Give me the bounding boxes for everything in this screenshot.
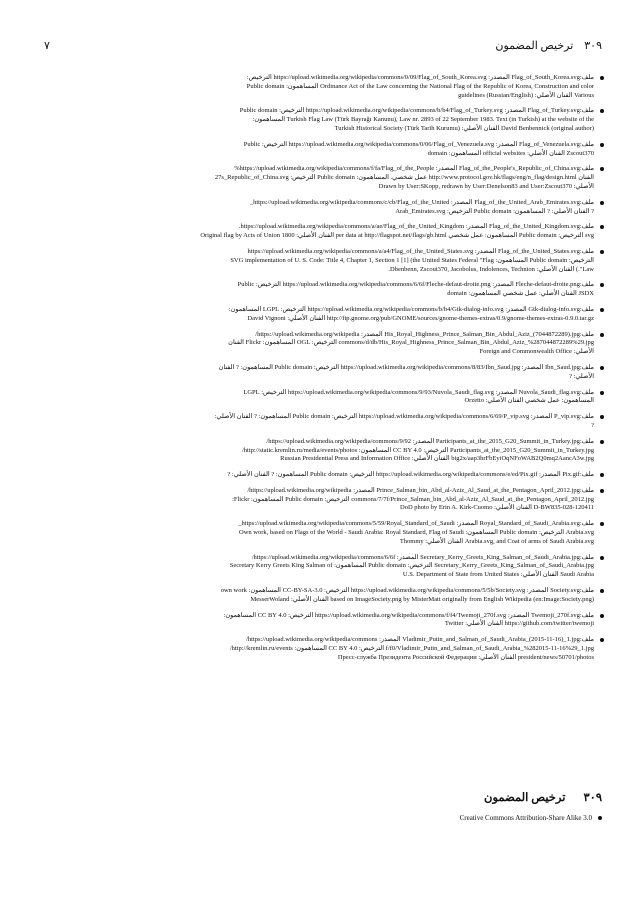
entry-line1: ملف:Ibn_Saud.jpg المصدر: https://upload.wikimedia.org/wikipedia/commons/8/83/Ibn_Saud.jpg الترخيص: Public domain المساهمون: ? الفنان: [218, 363, 594, 371]
entry-line1: ملف:Vladimir_Putin_and_Salman_of_Saudi_Arabia_(2015-11-16)_1.jpg المصدر: https://upload.wikimedia.org/wikipedia/commons/: [246, 636, 594, 644]
entry-line1: ملف:Royal_Standard_of_Saudi_Arabia.svg المصدر: https://upload.wikimedia.org/wikipedia/commons/5/59/Royal_Standard_of_Saudi_: [238, 520, 594, 528]
attribution-entry: [36, 413, 604, 431]
section-heading: [466, 790, 602, 804]
attribution-list: [36, 74, 604, 670]
entry-line1: ملف:Fleche-defaut-droite.png المصدر: https://upload.wikimedia.org/wikipedia/commons/6/6f/Fleche-defaut-droite.png الترخيص: Public: [237, 281, 594, 289]
running-header: [495, 39, 602, 52]
bullet-icon: [600, 473, 604, 477]
entry-line3: Law".) الفنان الأصلي: Dbenbenn, Zscout370, Jacobolus, Indolences, Technion.: [388, 265, 594, 273]
attribution-entry: [36, 74, 604, 100]
section-title: ترخيص المضمون: [484, 792, 566, 804]
attribution-entry: [36, 199, 604, 217]
attribution-entry: [36, 141, 604, 159]
entry-line2: https://github.com/twitter/twemoji الفنان الأصلي: Twitter: [444, 620, 594, 628]
bullet-icon: [600, 333, 604, 337]
entry-line2: Turkish Flag Law (Türk Bayrağı Kanunu), Law nr. 2893 of 22 September 1983. Text (in Turkish) at the website of the المساهمون:: [252, 116, 594, 124]
entry-line1: ملف:Twemoji_270f.svg المصدر: https://upload.wikimedia.org/wikipedia/commons/f/f4/Twemoji_270f.svg الترخيص: CC BY 4.0 المساهمون:: [223, 611, 594, 619]
entry-line1: ملف:Society.svg المصدر: https://upload.wikimedia.org/wikipedia/commons/5/5b/Society.svg الترخيص: CC-BY-SA-3.0 المساهمون: own work: [220, 587, 594, 595]
entry-line2: Ordinance Act of the Law concerning the National Flag of the Republic of Korea, Construction and color المساهمون: Public domain: [246, 82, 594, 90]
entry-line3: big2x/aap3hrFbEyiOqNFoWAB2Q0mq2AancA3w.jpg الفنان الأصلي: Russian Presidential Press and Information Office: [280, 455, 594, 463]
bullet-icon: [600, 366, 604, 370]
entry-line3: 120411-D-BW835-028 الفنان الأصلي: DoD photo by Erin A. Kirk-Cuomo: [400, 504, 594, 512]
bullet-icon: [600, 308, 604, 312]
section-number: ٣٠٩: [583, 792, 602, 804]
entry-line1: ملف:Gtk-dialog-info.svg المصدر: https://upload.wikimedia.org/wikipedia/commons/b/b4/Gtk-dialog-info.svg الترخيص: LGPL المساهمون:: [228, 305, 594, 313]
attribution-entry: [36, 107, 604, 133]
attribution-entry: [36, 520, 604, 546]
attribution-entry: [36, 587, 604, 605]
entry-line2: Secretary_Kerry_Greets_King_Salman_of_Saudi_Arabia.jpg الترخيص: Public domain المساهمون: Secretary Kerry Greets King Salman of: [229, 562, 594, 570]
entry-line1: ملف:Participants_at_the_2015_G20_Summit_in_Turkey.jpg المصدر: https://upload.wikimedia.org/wikipedia/commons/9/92/: [266, 437, 594, 445]
bullet-icon: [600, 391, 604, 395]
license-text: Creative Commons Attribution-Share Alike 3.0: [459, 814, 592, 822]
bullet-icon: [600, 415, 604, 419]
attribution-entry: [36, 471, 604, 480]
attribution-entry: [36, 636, 604, 662]
entry-line1: ملف:Flag_of_the_United_Kingdom.svg المصدر: https://upload.wikimedia.org/wikipedia/commons/a/ae/Flag_of_the_United_Kingdom.: [238, 223, 594, 231]
bullet-icon: [600, 109, 604, 113]
attribution-entry: [36, 331, 604, 357]
entry-line2: المساهمون: عمل شخصي الفنان الأصلي: Orzetto: [464, 397, 594, 405]
entry-line2: ? الفنان الأصلي: ? المساهمون: Public domain الترخيص: Arab_Emirates.svg: [395, 207, 594, 215]
entry-line2: based on ImageSociety.png by MisterMatt originally from English Wikipedia (en:Image:Society.png) الفنان الأصلي: MesserWoland: [250, 595, 594, 603]
bullet-icon: [600, 283, 604, 287]
bullet-icon: [600, 167, 604, 171]
entry-line2: f/f0/Vladimir_Putin_and_Salman_of_Saudi_Arabia_%282015-11-16%29_1.jpg الترخيص: CC BY 4.0 المساهمون: http://kremlin.ru/events/: [229, 645, 594, 653]
bullet-icon: [600, 201, 604, 205]
bullet-icon: [600, 522, 604, 526]
bullet-icon: [598, 816, 602, 820]
entry-line3: الأصلي: Drawn by User:SKopp, redrawn by User:Denelson83 and User:Zscout370: [378, 182, 594, 190]
entry-line1: ملف:His_Royal_Highness_Prince_Salman_Bin_Abdul_Aziz_(7044872289).jpg المصدر: https://upload.wikimedia.org/wikipedia/: [255, 330, 594, 338]
attribution-entry: [36, 223, 604, 241]
entry-line1: ملف:Pix.gif المصدر: https://upload.wikimedia.org/wikipedia/commons/e/ed/Pix.gif الترخيص: Public domain المساهمون: ? الفنان الأصلي: ?: [227, 471, 594, 479]
bullet-icon: [600, 556, 604, 560]
entry-line1: ملف:Flag_of_South_Korea.svg المصدر: https://upload.wikimedia.org/wikipedia/commons/0/09/Flag_of_South_Korea.svg الترخيص:: [246, 74, 594, 81]
entry-line1: ملف:P_vip.svg المصدر: https://upload.wikimedia.org/wikipedia/commons/6/69/P_vip.svg الترخيص: Public domain المساهمون: ? الفنان الأصلي:: [214, 413, 594, 421]
entry-line2: Arabia.svg الترخيص: Public domain المساهمون: Own work, based on Flags of the World - Saudi Arabia: Royal Standard, Flag of Saudi: [239, 529, 594, 537]
running-section-title: ترخيص المضمون: [495, 39, 574, 52]
bullet-icon: [600, 489, 604, 493]
bullet-icon: [600, 250, 604, 254]
page-header: [44, 38, 602, 52]
attribution-entry: [36, 165, 604, 191]
attribution-entry: [36, 554, 604, 580]
entry-line1: ملف:Nuvola_Saudi_flag.svg المصدر: https://upload.wikimedia.org/wikipedia/commons/9/93/Nuvola_Saudi_flag.svg الترخيص: LGPL: [243, 388, 594, 396]
attribution-entry: [36, 248, 604, 274]
entry-line1: ملف:Secretary_Kerry_Greets_King_Salman_of_Saudi_Arabia.jpg المصدر: https://upload.wikimedia.org/wikipedia/commons/6/6f/: [251, 553, 594, 561]
bullet-icon: [600, 638, 604, 642]
running-section-number: ٣٠٩: [584, 39, 602, 52]
entry-line1: ملف:Flag_of_Turkey.svg المصدر: https://upload.wikimedia.org/wikipedia/commons/b/b4/Flag_of_Turkey.svg الترخيص: Public domain: [239, 107, 594, 115]
entry-line3: Arabia.svg, and Coat of arms of Saudi Arabia.svg الفنان الأصلي: Thommy: [399, 537, 594, 545]
entry-line2: الترخيص: Public domain المساهمون: SVG implementation of U. S. Code: Title 4, Chapter 1, Section 1 [1] (the United States Federal "Flag: [230, 256, 594, 264]
attribution-entry: [36, 306, 604, 324]
page-number: ٧: [44, 39, 50, 52]
entry-line1: ملف:Flag_of_the_United_Arab_Emirates.svg المصدر: https://upload.wikimedia.org/wikipedia/commons/c/cb/Flag_of_the_United_: [249, 198, 594, 206]
attribution-entry: [36, 438, 604, 464]
entry-line2: svg الترخيص: Public domain المساهمون: عمل شخصي per data at http://flagspot.net/flags/gb.html الفنان الأصلي: Original flag by Acts of Union 1800: [200, 232, 594, 240]
entry-line2: JSDX الفنان الأصلي: عمل شخصي المساهمون: domain: [447, 290, 594, 298]
attribution-entry: [36, 364, 604, 382]
entry-line2: ?: [591, 421, 594, 429]
bullet-icon: [600, 225, 604, 229]
attribution-entry: [36, 612, 604, 630]
entry-line1: ملف:Prince_Salman_bin_Abd_al-Aziz_Al_Saud_at_the_Pentagon_April_2012.jpg المصدر: https://upload.wikimedia.org/wikipedia/: [247, 486, 594, 494]
entry-line3: David Benbennick (original author) الفنان الأصلي: Turkish Historical Society (Türk Tarih Kurumu): [334, 124, 594, 132]
entry-line2: commons/7/7f/Prince_Salman_bin_Abd_al-Aziz_Al_Saud_at_the_Pentagon_April_2012.jpg الترخيص: Public domain المساهمون: Flickr:: [232, 495, 594, 503]
entry-line3: الأصلي: Foreign and Commonwealth Office: [479, 348, 594, 356]
entry-line2: الأصلي: ?: [569, 372, 594, 380]
entry-line3: Various الفنان الأصلي: guidelines (Russian/English): [458, 91, 594, 99]
entry-line2: commons/d/db/His_Royal_Highness_Prince_Salman_Bin_Abdul_Aziz_%287044872289%29.jpg الترخيص: OGL المساهمون: Flickr الفنان: [228, 339, 594, 347]
entry-line2: Participants_at_the_2015_G20_Summit_in_Turkey.jpg الترخيص: CC BY 4.0 المساهمون: http://static.kremlin.ru/media/events/photos/: [241, 446, 594, 454]
attribution-entry: [36, 487, 604, 513]
entry-line1: ملف:Flag_of_the_United_States.svg المصدر: https://upload.wikimedia.org/wikipedia/commons/a/a4/Flag_of_the_United_States.svg: [247, 247, 594, 255]
bullet-icon: [600, 440, 604, 444]
entry-line1: ملف:Flag_of_Venezuela.svg المصدر: https://upload.wikimedia.org/wikipedia/commons/0/06/Flag_of_Venezuela.svg الترخيص: Public: [243, 140, 594, 148]
attribution-entry: [36, 389, 604, 407]
bullet-icon: [600, 76, 604, 80]
entry-line2: Zscout370 الفنان الأصلي: official websites المساهمون: domain: [427, 149, 594, 157]
bullet-icon: [600, 614, 604, 618]
entry-line1: ملف:Flag_of_the_People's_Republic_of_China.svg المصدر: https://upload.wikimedia.org/wikipedia/commons/f/fa/Flag_of_the_People%: [234, 165, 594, 173]
entry-line3: Saudi Arabia الفنان الأصلي: U.S. Department of State from United States: [402, 571, 594, 579]
license-item: [460, 814, 602, 822]
attribution-entry: [36, 281, 604, 299]
entry-line2: http://ftp.gnome.org/pub/GNOME/sources/gnome-themes-extras/0.9/gnome-themes-extras-0.9.0.tar.gz الفنان الأصلي: David Vignoni: [247, 314, 594, 322]
entry-line3: president/news/50701/photos الفنان الأصلي: Пресс-служба Президента Российской Федерации: [337, 653, 594, 661]
bullet-icon: [600, 589, 604, 593]
entry-line2: الفنان http://www.protocol.gov.hk/flags/eng/n_flag/design.html عمل شخصي. المساهمون: Public domain الترخيص: 27s_Republic_of_China.svg: [214, 174, 594, 182]
bullet-icon: [600, 143, 604, 147]
